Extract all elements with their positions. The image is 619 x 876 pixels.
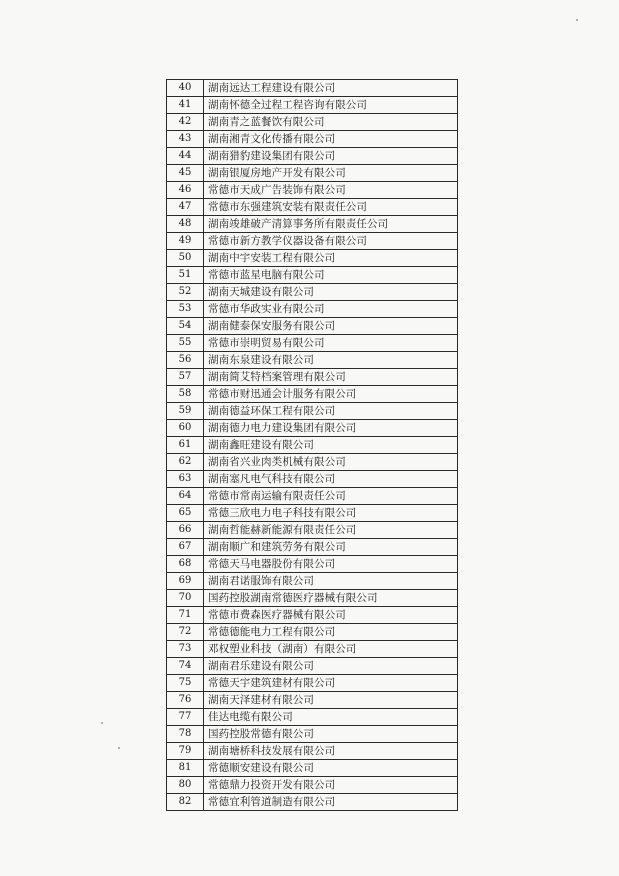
company-name: 湖南竣雄破产清算事务所有限责任公司 [204, 216, 458, 233]
table-row [167, 114, 458, 131]
row-number: 79 [167, 743, 204, 760]
row-number: 42 [167, 114, 204, 131]
row-number: 73 [167, 641, 204, 658]
company-name: 邓权塑业科技（湖南）有限公司 [204, 641, 458, 658]
table-row [167, 658, 458, 675]
company-name: 湖南简艾特档案管理有限公司 [204, 369, 458, 386]
company-name: 常德天马电器股份有限公司 [204, 556, 458, 573]
company-name: 常德天宇建筑建材有限公司 [204, 675, 458, 692]
company-name: 常德三欣电力电子科技有限公司 [204, 505, 458, 522]
company-name: 湖南中宇安装工程有限公司 [204, 250, 458, 267]
company-name: 湖南湘青文化传播有限公司 [204, 131, 458, 148]
table-row [167, 250, 458, 267]
table-row [167, 284, 458, 301]
row-number: 49 [167, 233, 204, 250]
row-number: 67 [167, 539, 204, 556]
company-name: 湖南天城建设有限公司 [204, 284, 458, 301]
row-number: 40 [167, 80, 204, 97]
company-name: 湖南银厦房地产开发有限公司 [204, 165, 458, 182]
table-row [167, 471, 458, 488]
row-number: 64 [167, 488, 204, 505]
table-row [167, 607, 458, 624]
company-name: 湖南君乐建设有限公司 [204, 658, 458, 675]
row-number: 80 [167, 777, 204, 794]
row-number: 50 [167, 250, 204, 267]
scan-speck [576, 19, 578, 21]
table-row [167, 539, 458, 556]
table-row [167, 420, 458, 437]
table-row [167, 97, 458, 114]
table-row [167, 301, 458, 318]
row-number: 51 [167, 267, 204, 284]
company-name: 常德市天成广告装饰有限公司 [204, 182, 458, 199]
table-row [167, 182, 458, 199]
table-row [167, 403, 458, 420]
row-number: 78 [167, 726, 204, 743]
scan-speck [101, 722, 103, 724]
row-number: 52 [167, 284, 204, 301]
table-row [167, 777, 458, 794]
table-row [167, 148, 458, 165]
row-number: 57 [167, 369, 204, 386]
scan-speck [118, 747, 120, 749]
row-number: 74 [167, 658, 204, 675]
row-number: 55 [167, 335, 204, 352]
table-row [167, 267, 458, 284]
row-number: 76 [167, 692, 204, 709]
row-number: 70 [167, 590, 204, 607]
company-name: 湖南德益环保工程有限公司 [204, 403, 458, 420]
table-row [167, 556, 458, 573]
row-number: 44 [167, 148, 204, 165]
company-name: 湖南东泉建设有限公司 [204, 352, 458, 369]
company-name: 湖南健泰保安服务有限公司 [204, 318, 458, 335]
table-row [167, 233, 458, 250]
table-row [167, 675, 458, 692]
row-number: 69 [167, 573, 204, 590]
table-row [167, 216, 458, 233]
company-list-table [166, 79, 458, 811]
table-row [167, 624, 458, 641]
row-number: 75 [167, 675, 204, 692]
row-number: 68 [167, 556, 204, 573]
table-row [167, 199, 458, 216]
table-row [167, 573, 458, 590]
table-row [167, 488, 458, 505]
table-row [167, 794, 458, 811]
table-row [167, 386, 458, 403]
table-row [167, 692, 458, 709]
table-row [167, 335, 458, 352]
table-row [167, 369, 458, 386]
company-name: 常德市华政实业有限公司 [204, 301, 458, 318]
row-number: 46 [167, 182, 204, 199]
table-row [167, 726, 458, 743]
company-name: 国药控股常德有限公司 [204, 726, 458, 743]
company-name: 常德市常南运输有限责任公司 [204, 488, 458, 505]
row-number: 63 [167, 471, 204, 488]
company-name: 湖南塞凡电气科技有限公司 [204, 471, 458, 488]
table-row [167, 352, 458, 369]
company-name: 常德市东强建筑安装有限责任公司 [204, 199, 458, 216]
row-number: 59 [167, 403, 204, 420]
row-number: 45 [167, 165, 204, 182]
row-number: 62 [167, 454, 204, 471]
company-name: 常德市蓝星电脑有限公司 [204, 267, 458, 284]
row-number: 60 [167, 420, 204, 437]
company-name: 常德鼎力投资开发有限公司 [204, 777, 458, 794]
row-number: 47 [167, 199, 204, 216]
table-row [167, 165, 458, 182]
row-number: 53 [167, 301, 204, 318]
company-name: 湖南哲能赫新能源有限责任公司 [204, 522, 458, 539]
table-row [167, 641, 458, 658]
company-name: 湖南猎豹建设集团有限公司 [204, 148, 458, 165]
company-name: 湖南省兴业肉类机械有限公司 [204, 454, 458, 471]
company-name: 湖南塘桥科技发展有限公司 [204, 743, 458, 760]
table-row [167, 709, 458, 726]
company-name: 常德市崇明贸易有限公司 [204, 335, 458, 352]
row-number: 71 [167, 607, 204, 624]
table-row [167, 505, 458, 522]
row-number: 54 [167, 318, 204, 335]
company-name: 常德宜利管道制造有限公司 [204, 794, 458, 811]
company-name: 常德市财迅通会计服务有限公司 [204, 386, 458, 403]
row-number: 66 [167, 522, 204, 539]
company-name: 湖南德力电力建设集团有限公司 [204, 420, 458, 437]
company-name: 佳达电缆有限公司 [204, 709, 458, 726]
company-name: 湖南君诺服饰有限公司 [204, 573, 458, 590]
company-name: 常德市费森医疗器械有限公司 [204, 607, 458, 624]
company-name: 湖南青之蓝餐饮有限公司 [204, 114, 458, 131]
row-number: 43 [167, 131, 204, 148]
row-number: 82 [167, 794, 204, 811]
row-number: 77 [167, 709, 204, 726]
company-name: 常德德能电力工程有限公司 [204, 624, 458, 641]
company-name: 湖南鑫旺建设有限公司 [204, 437, 458, 454]
table-row [167, 318, 458, 335]
table-row [167, 760, 458, 777]
row-number: 56 [167, 352, 204, 369]
company-name: 常德市新方教学仪器设备有限公司 [204, 233, 458, 250]
table-row [167, 522, 458, 539]
row-number: 61 [167, 437, 204, 454]
table-row [167, 590, 458, 607]
row-number: 41 [167, 97, 204, 114]
row-number: 65 [167, 505, 204, 522]
table-row [167, 80, 458, 97]
company-name: 国药控股湖南常德医疗器械有限公司 [204, 590, 458, 607]
row-number: 48 [167, 216, 204, 233]
company-name: 湖南天泽建材有限公司 [204, 692, 458, 709]
row-number: 81 [167, 760, 204, 777]
table-row [167, 743, 458, 760]
table-row [167, 131, 458, 148]
company-name: 湖南怀德全过程工程咨询有限公司 [204, 97, 458, 114]
company-name: 湖南远达工程建设有限公司 [204, 80, 458, 97]
table-row [167, 437, 458, 454]
row-number: 72 [167, 624, 204, 641]
table-row [167, 454, 458, 471]
company-list-body [167, 80, 458, 811]
company-name: 湖南顺广和建筑劳务有限公司 [204, 539, 458, 556]
company-name: 常德顺安建设有限公司 [204, 760, 458, 777]
row-number: 58 [167, 386, 204, 403]
